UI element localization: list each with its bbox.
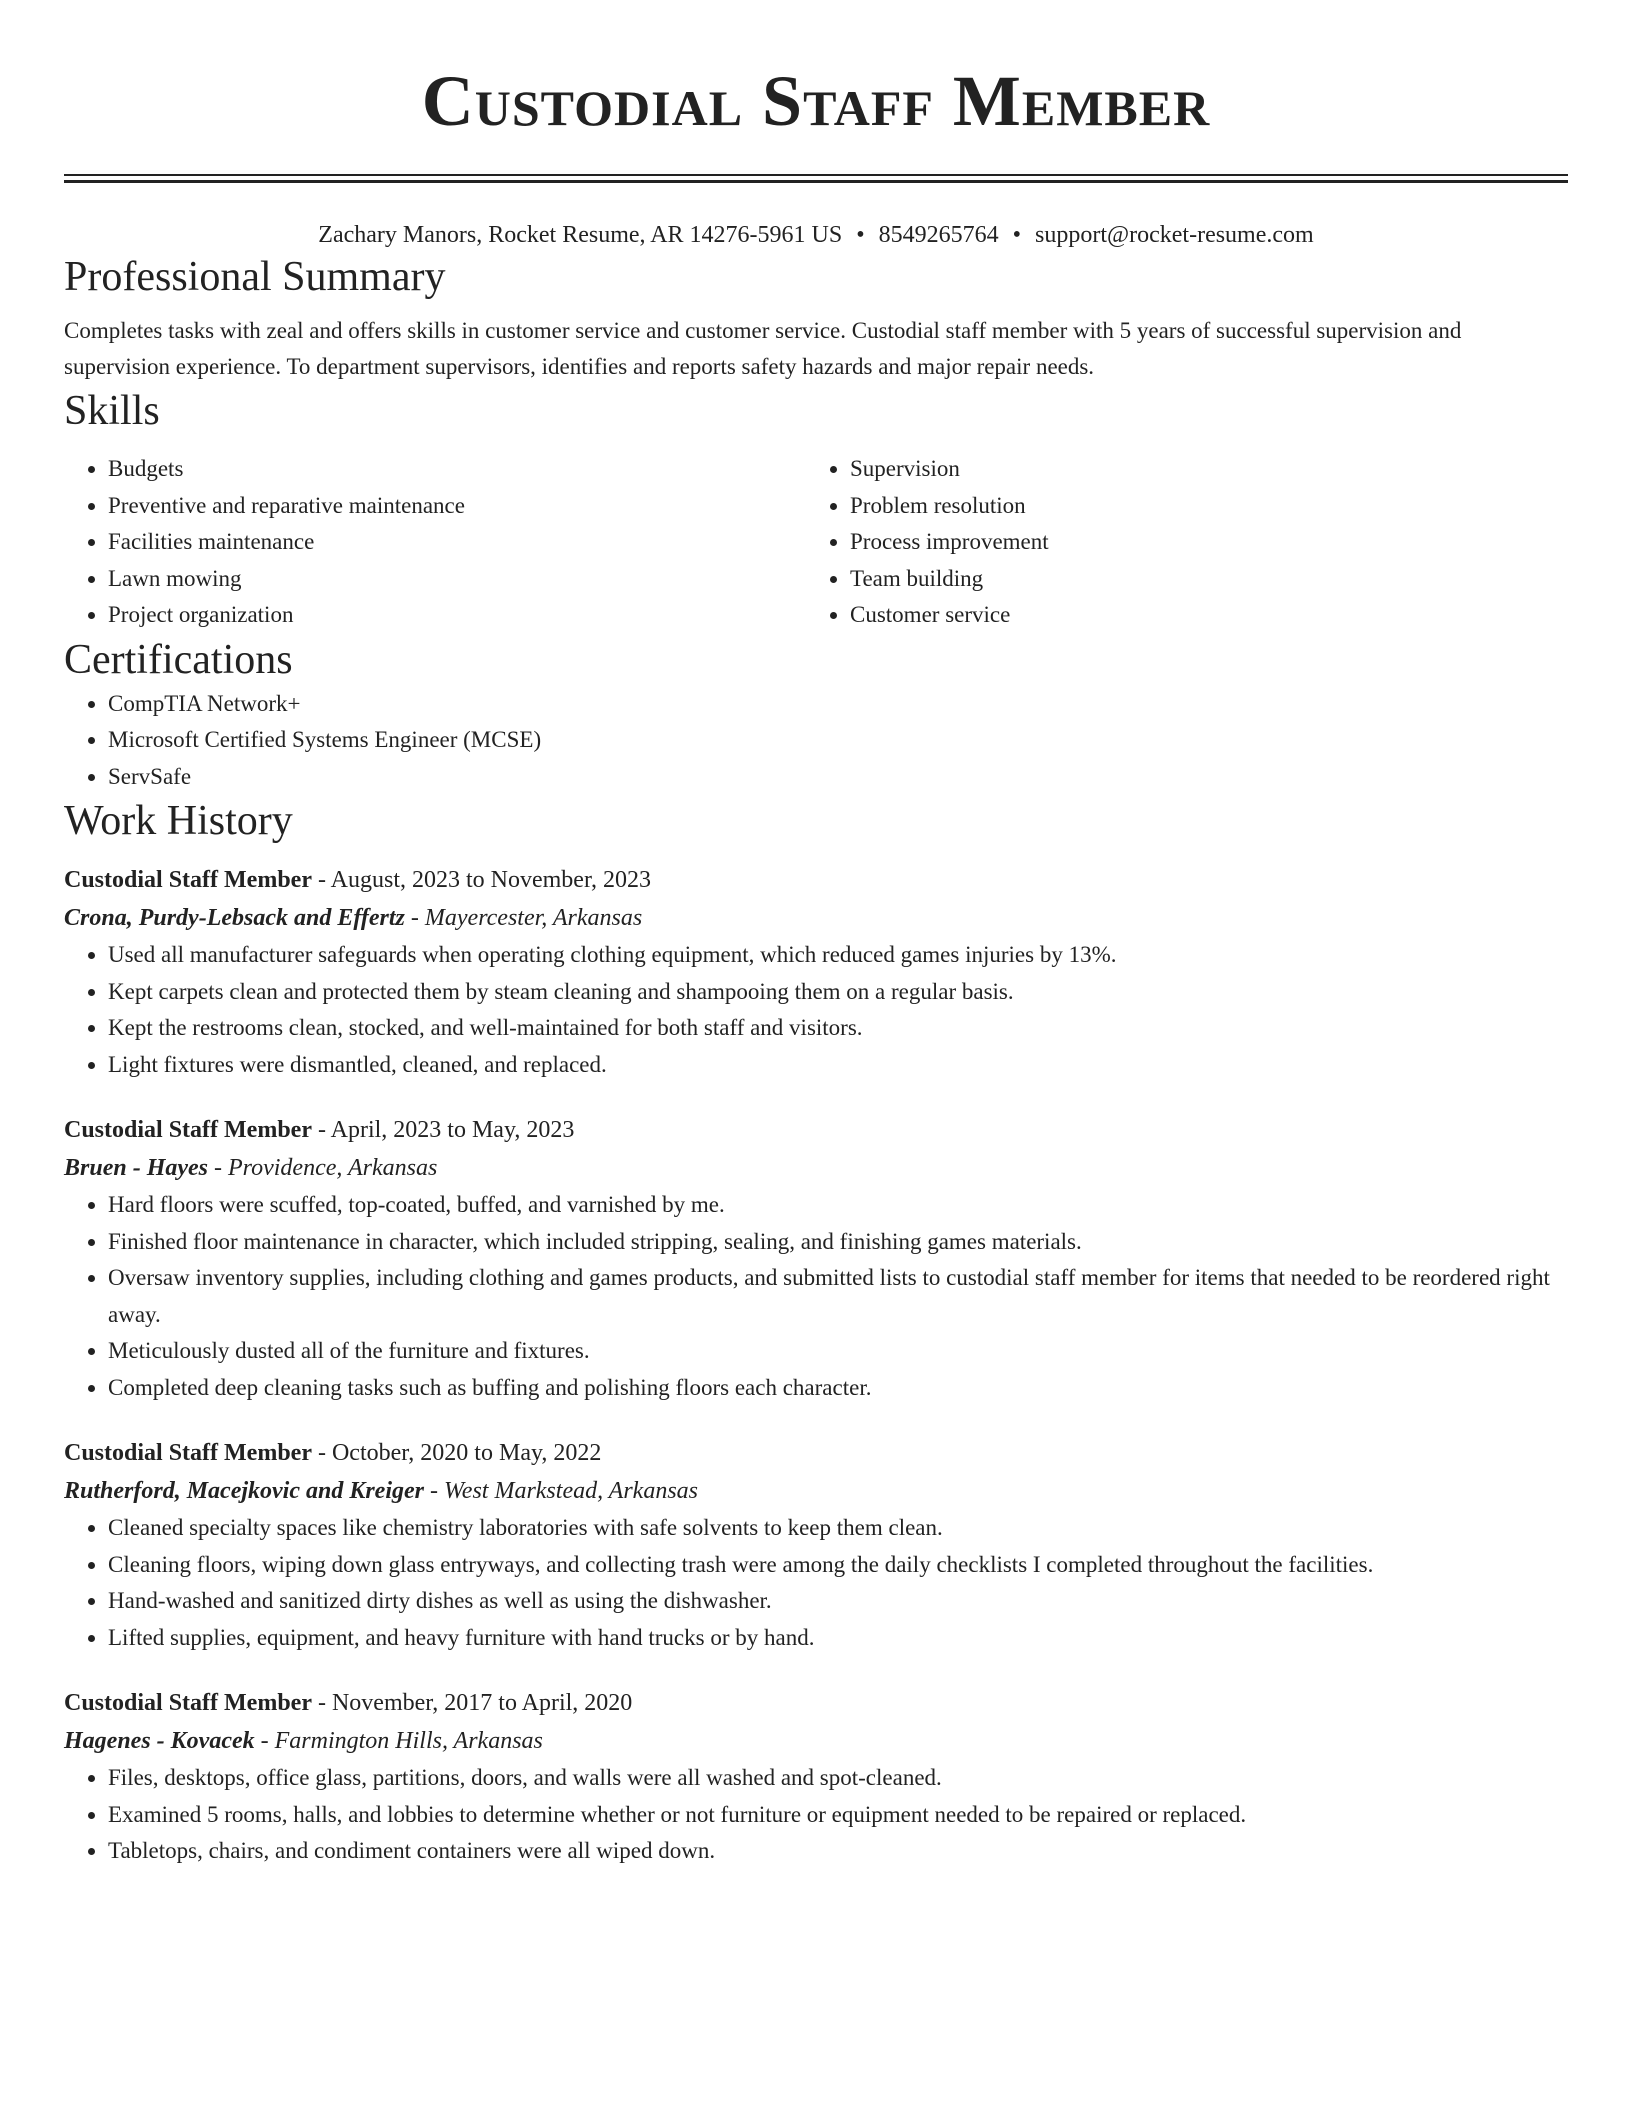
job-location: Providence, Arkansas [228,1155,438,1181]
summary-heading: Professional Summary [64,254,446,300]
job-duties-list [64,1187,1568,1406]
job-entry [64,861,1568,1083]
job-entry [64,1684,1568,1870]
skill-item: • Preventive and reparative maintenance [108,488,806,525]
job-duty: • Cleaned specialty spaces like chemistry laboratories with safe solvents to keep them clean. [108,1510,1568,1547]
job-company: Rutherford, Macejkovic and Kreiger [64,1478,424,1504]
job-company: Hagenes - Kovacek [64,1728,255,1754]
job-role: Custodial Staff Member [64,1690,312,1716]
job-dash: - [311,1440,332,1466]
certification-item: • CompTIA Network+ [108,686,1568,723]
job-duty: • Tabletops, chairs, and condiment containers were all wiped down. [108,1833,1568,1870]
job-duty: • Kept carpets clean and protected them by steam cleaning and shampooing them on a regular basis. [108,974,1568,1011]
job-duties-list [64,937,1568,1083]
job-company-line [64,899,1568,937]
summary-text: Completes tasks with zeal and offers skills in customer service and customer service. Custodial staff member with 5 years of successful supervision and supervision experience. To department supervisors, identifies and reports safety hazards and major repair needs. [64,318,1462,379]
skills-list-left [64,451,806,634]
contact-separator: • [856,222,865,248]
job-title-line [64,1684,1568,1722]
resume-title: Custodial Staff Member [421,61,1211,141]
skills-column-left [64,451,806,634]
job-title-line [64,1434,1568,1472]
job-company-line [64,1722,1568,1760]
job-company-line [64,1472,1568,1510]
job-duty: • Hard floors were scuffed, top-coated, buffed, and varnished by me. [108,1187,1568,1224]
job-dash: - [311,1117,331,1143]
skill-item: • Lawn mowing [108,561,806,598]
skills-column-right [806,451,1548,634]
contact-separator: • [1012,222,1022,248]
job-duty: • Examined 5 rooms, halls, and lobbies to determine whether or not furniture or equipment needed to be repaired or replaced. [108,1797,1568,1834]
skill-item: • Supervision [850,451,1548,488]
job-company: Bruen - Hayes [64,1155,208,1181]
job-entry [64,1111,1568,1406]
job-dates: October, 2020 to May, 2022 [331,1440,602,1466]
job-company: Crona, Purdy-Lebsack and Effertz [64,905,405,931]
job-location: Farmington Hills, Arkansas [274,1728,543,1754]
job-duty: • Light fixtures were dismantled, cleaned, and replaced. [108,1047,1568,1084]
job-duty: • Finished floor maintenance in character, which included stripping, sealing, and finishing games materials. [108,1224,1568,1261]
job-role: Custodial Staff Member [64,1440,312,1466]
certifications-list [64,686,1568,796]
job-title-line [64,861,1568,899]
skill-item: • Process improvement [850,524,1548,561]
job-company-line [64,1149,1568,1187]
job-role: Custodial Staff Member [64,867,312,893]
certifications-section [64,634,1568,796]
contact-email: support@rocket-resume.com [1035,222,1314,248]
job-duty: • Completed deep cleaning tasks such as buffing and polishing floors each character. [108,1370,1568,1407]
work-history-section [64,795,1568,1870]
job-duty: • Oversaw inventory supplies, including clothing and games products, and submitted lists to custodial staff member for items that needed to be reordered right away. [108,1260,1568,1333]
job-dates: August, 2023 to November, 2023 [330,867,651,893]
skills-heading: Skills [64,388,160,434]
job-dash: - [254,1728,275,1754]
job-role: Custodial Staff Member [64,1117,312,1143]
title-divider [64,174,1568,183]
skill-item: • Budgets [108,451,806,488]
certification-item: • ServSafe [108,759,1568,796]
job-entry [64,1434,1568,1656]
job-duty: • Hand-washed and sanitized dirty dishes as well as using the dishwasher. [108,1583,1568,1620]
job-location: Mayercester, Arkansas [424,905,643,931]
job-dash: - [424,1478,444,1504]
job-duty: • Kept the restrooms clean, stocked, and well-maintained for both staff and visitors. [108,1010,1568,1047]
skill-item: • Customer service [850,597,1548,634]
skill-item: • Facilities maintenance [108,524,806,561]
contact-line [64,219,1568,251]
job-dash: - [404,905,425,931]
job-duty: • Lifted supplies, equipment, and heavy furniture with hand trucks or by hand. [108,1620,1568,1657]
contact-phone: 8549265764 [878,222,999,248]
skill-item: • Project organization [108,597,806,634]
summary-section [64,251,1568,385]
work-history-heading: Work History [64,798,293,844]
job-title-line [64,1111,1568,1149]
job-dates: November, 2017 to April, 2020 [331,1690,633,1716]
job-duty: • Files, desktops, office glass, partitions, doors, and walls were all washed and spot-cleaned. [108,1760,1568,1797]
skills-list-right [806,451,1548,634]
job-duties-list [64,1510,1568,1656]
job-dash: - [208,1155,228,1181]
job-duty: • Cleaning floors, wiping down glass entryways, and collecting trash were among the daily checklists I completed throughout the facilities. [108,1547,1568,1584]
job-location: West Markstead, Arkansas [444,1478,698,1504]
skills-section [64,385,1568,634]
job-duties-list [64,1760,1568,1870]
skill-item: • Problem resolution [850,488,1548,525]
job-duty: • Meticulously dusted all of the furniture and fixtures. [108,1333,1568,1370]
certifications-heading: Certifications [64,636,293,683]
job-dates: April, 2023 to May, 2023 [330,1117,575,1143]
skill-item: • Team building [850,561,1548,598]
contact-address: Zachary Manors, Rocket Resume, AR 14276-5961 US [318,222,843,248]
skills-columns [64,451,1568,634]
certification-item: • Microsoft Certified Systems Engineer (MCSE) [108,722,1568,759]
job-dash: - [311,867,331,893]
job-dash: - [311,1690,332,1716]
job-duty: • Used all manufacturer safeguards when operating clothing equipment, which reduced games injuries by 13%. [108,937,1568,974]
